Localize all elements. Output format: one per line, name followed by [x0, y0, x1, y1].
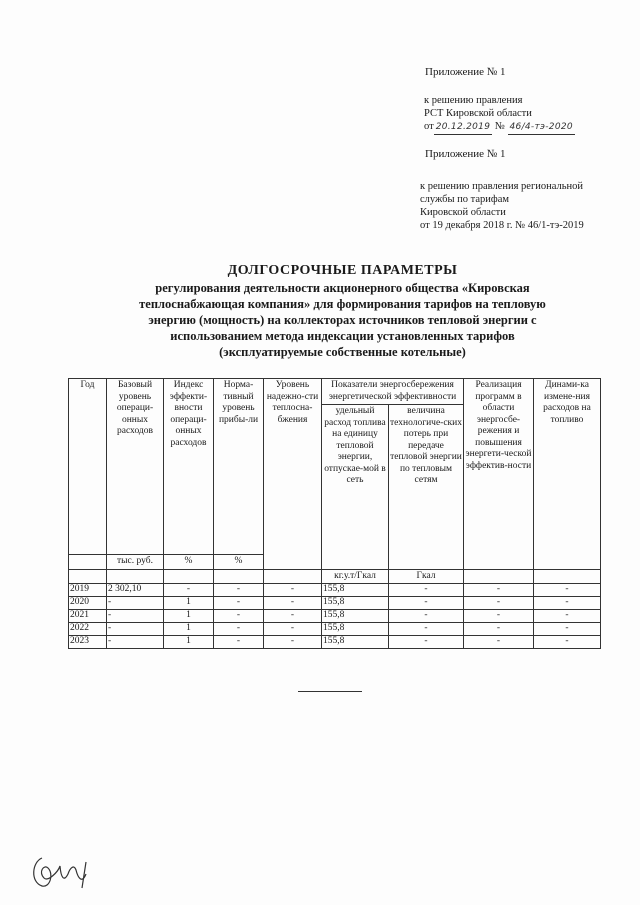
table-row — [69, 584, 601, 597]
cell-profit: - — [214, 584, 264, 597]
cell-losses: - — [389, 584, 464, 597]
cell-programs: - — [464, 623, 534, 636]
cell-losses: - — [389, 597, 464, 610]
header-reliability: Уровень надежно-сти теплосна-бжения — [264, 379, 322, 570]
cell-fuel: 155,8 — [322, 610, 389, 623]
appendix-date-line: от 20.12.2019 № 46/4-тэ-2020 — [424, 120, 624, 135]
header-energy-saving: Показатели энергосбережения энергетической эффективности — [322, 379, 464, 405]
header-year: Год — [69, 379, 107, 555]
cell-programs: - — [464, 597, 534, 610]
header-fuel-dynamics: Динами-ка измене-ния расходов на топливо — [534, 379, 601, 570]
cell-base: 2 302,10 — [107, 584, 164, 597]
cell-profit: - — [214, 597, 264, 610]
unit-profit-norm: % — [214, 555, 264, 570]
cell-index: 1 — [164, 623, 214, 636]
cell-fuel: 155,8 — [322, 584, 389, 597]
cell-programs: - — [464, 584, 534, 597]
cell-base: - — [107, 623, 164, 636]
header-specific-fuel: удельный расход топлива на единицу тепловой энергии, отпускае-мой в сеть — [322, 405, 389, 570]
unit-base-level: тыс. руб. — [107, 555, 164, 570]
cell-year: 2020 — [69, 597, 107, 610]
cell-base: - — [107, 597, 164, 610]
cell-profit: - — [214, 636, 264, 649]
cell-index: 1 — [164, 610, 214, 623]
unit-specific-fuel: кг.у.т/Гкал — [322, 569, 389, 584]
table-row — [69, 636, 601, 649]
appendix-line: к решению правления — [424, 95, 523, 106]
cell-dynamics: - — [534, 597, 601, 610]
cell-dynamics: - — [534, 623, 601, 636]
cell-index: - — [164, 584, 214, 597]
handwritten-number: 46/4-тэ-2020 — [508, 121, 575, 135]
heading-title: ДОЛГОСРОЧНЫЕ ПАРАМЕТРЫ — [227, 263, 458, 278]
appendix-title: Приложение № 1 — [425, 66, 506, 78]
cell-losses: - — [389, 623, 464, 636]
cell-fuel: 155,8 — [322, 597, 389, 610]
header-programs: Реализация программ в области энергосбе-режения и повышения энергети-ческой эффектив-ности — [464, 379, 534, 570]
cell-reliability: - — [264, 610, 322, 623]
appendix-line: РСТ Кировской области — [424, 108, 532, 119]
cell-losses: - — [389, 610, 464, 623]
divider-line — [298, 691, 362, 692]
document-heading: ДОЛГОСРОЧНЫЕ ПАРАМЕТРЫ регулирования деятельности акционерного общества «Кировская теплоснабжающая компания» для формирования тарифов на тепловую энергию (мощность) на коллекторах источников тепловой энергии с использованием метода индексации установленных тарифов (эксплуатируемые собственные котельные) — [70, 262, 615, 360]
header-base-level: Базовый уровень операци-онных расходов — [107, 379, 164, 555]
cell-base: - — [107, 610, 164, 623]
cell-dynamics: - — [534, 610, 601, 623]
cell-reliability: - — [264, 636, 322, 649]
cell-dynamics: - — [534, 584, 601, 597]
cell-base: - — [107, 636, 164, 649]
cell-reliability: - — [264, 584, 322, 597]
cell-index: 1 — [164, 636, 214, 649]
cell-programs: - — [464, 636, 534, 649]
cell-dynamics: - — [534, 636, 601, 649]
cell-index: 1 — [164, 597, 214, 610]
cell-year: 2022 — [69, 623, 107, 636]
table-row — [69, 610, 601, 623]
cell-reliability: - — [264, 623, 322, 636]
cell-fuel: 155,8 — [322, 636, 389, 649]
cell-year: 2019 — [69, 584, 107, 597]
cell-year: 2023 — [69, 636, 107, 649]
header-heat-losses: величина технологиче-ских потерь при передаче тепловой энергии по тепловым сетям — [389, 405, 464, 570]
signature-icon — [28, 852, 98, 892]
table-row — [69, 623, 601, 636]
header-profit-norm: Норма-тивный уровень прибы-ли — [214, 379, 264, 555]
table-row — [69, 597, 601, 610]
unit-efficiency-index: % — [164, 555, 214, 570]
handwritten-date: 20.12.2019 — [434, 121, 493, 135]
cell-fuel: 155,8 — [322, 623, 389, 636]
header-efficiency-index: Индекс эффекти-вности операци-онных расходов — [164, 379, 214, 555]
cell-profit: - — [214, 610, 264, 623]
cell-programs: - — [464, 610, 534, 623]
cell-reliability: - — [264, 597, 322, 610]
long-term-parameters-table — [68, 378, 601, 649]
appendix-reference — [424, 94, 624, 135]
cell-losses: - — [389, 636, 464, 649]
cell-profit: - — [214, 623, 264, 636]
cell-year: 2021 — [69, 610, 107, 623]
original-appendix-reference: к решению правления региональной службы по тарифам Кировской области от 19 декабря 2018 г. № 46/1-тэ-2019 — [420, 181, 584, 231]
original-appendix-title: Приложение № 1 — [425, 148, 506, 160]
unit-year — [69, 555, 107, 570]
unit-heat-losses: Гкал — [389, 569, 464, 584]
